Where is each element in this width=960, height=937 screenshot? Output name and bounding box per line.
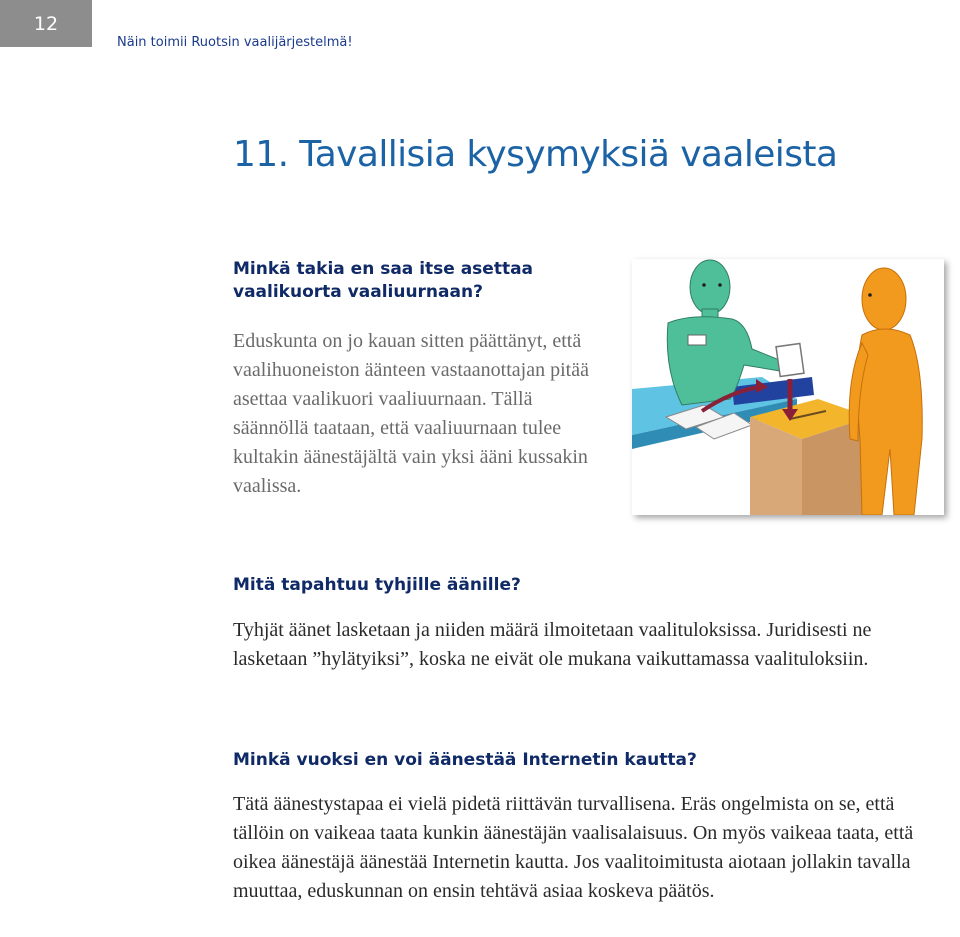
answer-paragraph-internet-voting: Tätä äänestystapaa ei vielä pidetä riittävän turvallisena. Eräs ongelmista on se, että tällöin on vaikeaa taata kunkin äänestäjän vaalisalaisuus. On myös vaikeaa taata, että oikea äänestäjä äänestää Internetin kautta. Jos vaalitoimitusta aiotaan jollakin tavalla muuttaa, eduskunnan on ensin tehtävä asiaa koskeva päätös. — [233, 793, 914, 902]
answer-paragraph-blank-votes: Tyhjät äänet lasketaan ja niiden määrä ilmoitetaan vaalituloksissa. Juridisesti ne lasketaan ”hylätyiksi”, koska ne eivät ole mukana vaikuttamassa vaalituloksiin. — [233, 619, 872, 670]
answer-paragraph-ballot-box: Eduskunta on jo kauan sitten päättänyt, että vaalihuoneiston äänteen vastaanottajan pitää asettaa vaalikuori vaaliuurnaan. Tällä säännöllä taataan, että vaaliuurnaan tulee kultakin äänestäjältä vain yksi ääni kussakin vaalissa. — [233, 330, 589, 497]
official-name-tag — [688, 335, 706, 345]
question-heading-internet-voting: Minkä vuoksi en voi äänestää Internetin kautta? — [233, 750, 697, 770]
page-number-badge: 12 — [0, 0, 92, 47]
running-header: Näin toimii Ruotsin vaalijärjestelmä! — [117, 35, 353, 50]
question-heading-blank-votes: Mitä tapahtuu tyhjille äänille? — [233, 575, 521, 595]
question-heading-ballot-box: Minkä takia en saa itse asettaa vaalikuorta vaaliuurnaan? — [233, 259, 534, 302]
voting-scene-drawing — [632, 259, 944, 515]
ballot-envelope — [776, 343, 804, 376]
voting-illustration — [632, 259, 944, 515]
chapter-title: 11. Tavallisia kysymyksiä vaaleista — [233, 134, 838, 175]
